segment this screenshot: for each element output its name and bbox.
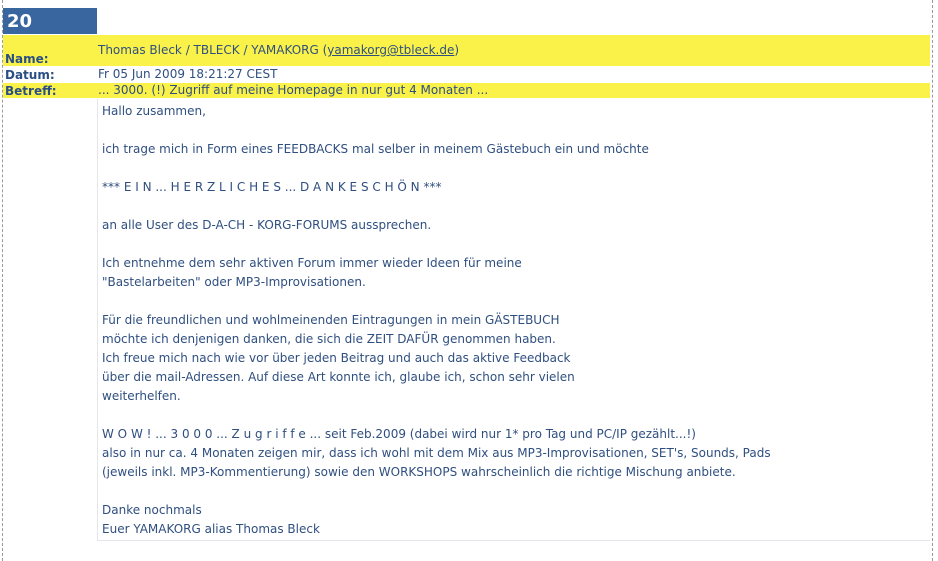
author-name: Thomas Bleck / TBLECK / YAMAKORG ( (98, 43, 328, 57)
name-close-paren: ) (454, 43, 460, 57)
message-line: Für die freundlichen und wohlmeinenden Eintragungen in mein GÄSTEBUCH (102, 313, 560, 327)
message-line: möchte ich denjenigen danken, die sich die ZEIT DAFÜR genommen haben. (102, 332, 556, 346)
message-line: Danke nochmals (102, 503, 202, 517)
message-text (102, 102, 771, 539)
message-line (102, 197, 771, 216)
entry-number: 20 (3, 8, 97, 34)
message-line (102, 292, 771, 311)
message-line: Ich entnehme dem sehr aktiven Forum immer wieder Ideen für meine (102, 256, 522, 270)
name-label: Name: (5, 52, 49, 66)
message-line: weiterhelfen. (102, 389, 181, 403)
message-line: an alle User des D-A-CH - KORG-FORUMS aussprechen. (102, 218, 432, 232)
message-line: Ich freue mich nach wie vor über jeden Beitrag und auch das aktive Feedback (102, 351, 571, 365)
message-line: ich trage mich in Form eines FEEDBACKS mal selber in meinem Gästebuch ein und möchte (102, 142, 649, 156)
message-line: "Bastelarbeiten" oder MP3-Improvisationen. (102, 275, 366, 289)
name-value (98, 43, 459, 57)
message-line: über die mail-Adressen. Auf diese Art konnte ich, glaube ich, schon sehr vielen (102, 370, 575, 384)
message-line (102, 406, 771, 425)
betreff-value: ... 3000. (!) Zugriff auf meine Homepage in nur gut 4 Monaten ... (98, 83, 489, 97)
message-line (102, 235, 771, 254)
name-row (3, 35, 930, 66)
datum-value: Fr 05 Jun 2009 18:21:27 CEST (98, 67, 278, 81)
betreff-row (3, 83, 930, 98)
message-line: (jeweils inkl. MP3-Kommentierung) sowie den WORKSHOPS wahrscheinlich die richtige Mischung anbiete. (102, 465, 736, 479)
message-line: W O W ! ... 3 0 0 0 ... Z u g r i f f e ... seit Feb.2009 (dabei wird nur 1* pro Tag und PC/IP gezählt...!) (102, 427, 696, 441)
message-line (102, 121, 771, 140)
message-line: also in nur ca. 4 Monaten zeigen mir, dass ich wohl mit dem Mix aus MP3-Improvisationen, SET's, Sounds, Pads (102, 446, 771, 460)
message-line (102, 482, 771, 501)
message-line: Hallo zusammen, (102, 104, 206, 118)
datum-row (3, 67, 930, 82)
message-body (97, 99, 930, 541)
betreff-label: Betreff: (5, 84, 57, 98)
message-line (102, 159, 771, 178)
message-line: Euer YAMAKORG alias Thomas Bleck (102, 522, 320, 536)
message-line: *** E I N ... H E R Z L I C H E S ... D A N K E S C H Ö N *** (102, 180, 442, 194)
datum-label: Datum: (5, 68, 55, 82)
author-email-link[interactable]: yamakorg@tbleck.de (327, 43, 455, 57)
